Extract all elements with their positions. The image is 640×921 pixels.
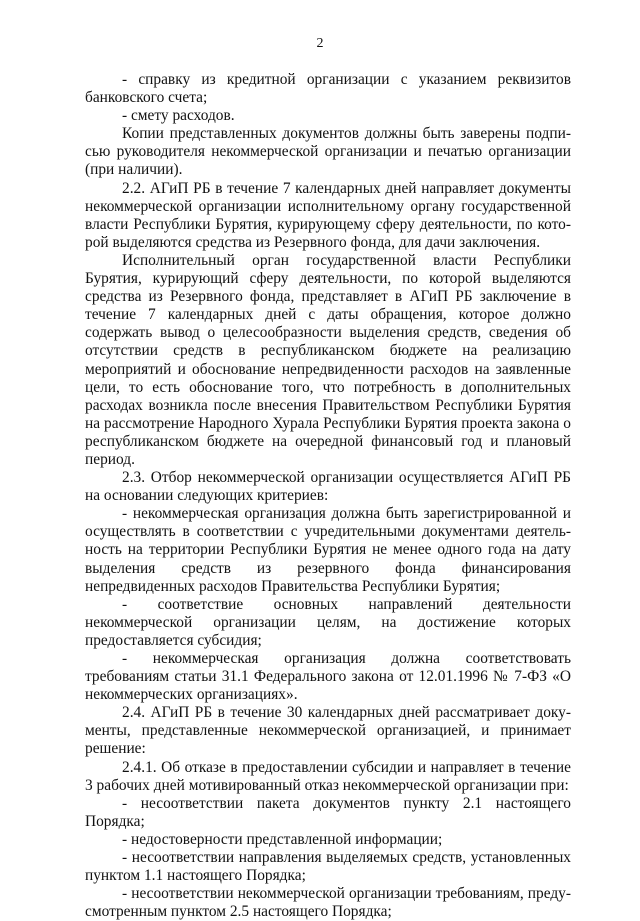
paragraph-criterion-federal-law: - некоммерческая организация должна соответствовать требованиям статьи 31.1 Федерального закона от 12.01.1996 № 7-ФЗ «О некоммерческих организациях».	[85, 650, 571, 704]
paragraph-criterion-registration: - некоммерческая организация должна быть зарегистрированной и осуществлять в соответствии с учредительными документами деятельность на территории Республики Бурятия не менее одного года на дату выделения средств из резервного фонда финансирования непредвиденных расходов Правительства Республики Бурятия;	[85, 505, 571, 595]
paragraph-document-copies: Копии представленных документов должны быть заверены подписью руководителя некоммерческой организации и печатью организации (при наличии).	[85, 125, 571, 179]
document-body	[85, 71, 571, 921]
paragraph-executive-body-conclusion: Исполнительный орган государственной власти Республики Бурятия, курирующий сферу деятельности, по которой выделяются средства из Резервного фонда, представляет в АГиП РБ заключение в течение 7 календарных дней с даты обращения, которое должно содержать вывод о целесообразности выделения средств, сведения об отсутствии средств в республиканском бюджете на реализацию мероприятий и обоснование непредвиденности расходов на заявленные цели, то есть обоснование того, что потребность в дополнительных расходах возникла после внесения Правительством Республики Бурятия на рассмотрение Народного Хурала Республики Бурятия проекта закона о республиканском бюджете на очередной финансовый год и плановый период.	[85, 251, 571, 468]
paragraph-refusal-requirements: - несоответствии некоммерческой организации требованиям, предусмотренным пунктом 2.5 настоящего Порядка;	[85, 885, 571, 921]
paragraph-cost-estimate: - смету расходов.	[122, 107, 235, 125]
paragraph-bank-certificate: - справку из кредитной организации с указанием реквизитов банковского счета;	[85, 71, 571, 107]
paragraph-clause-2-3: 2.3. Отбор некоммерческой организации осуществляется АГиП РБ на основании следующих критериев:	[85, 469, 571, 505]
paragraph-refusal-package: - несоответствии пакета документов пункту 2.1 настоящего Порядка;	[85, 794, 571, 830]
page-number: 2	[316, 36, 324, 51]
paragraph-clause-2-2: 2.2. АГиП РБ в течение 7 календарных дней направляет документы некоммерческой организации исполнительному органу государственной власти Республики Бурятия, курирующему сферу деятельности, по которой выделяются средства из Резервного фонда, для дачи заключения.	[85, 179, 571, 251]
paragraph-refusal-direction: - несоответствии направления выделяемых средств, установленных пунктом 1.1 настоящего Порядка;	[85, 849, 571, 885]
paragraph-refusal-accuracy: - недостоверности представленной информации;	[122, 830, 443, 848]
paragraph-criterion-activity-match: - соответствие основных направлений деятельности некоммерческой организации целям, на достижение которых предоставляется субсидия;	[85, 595, 571, 649]
paragraph-clause-2-4: 2.4. АГиП РБ в течение 30 календарных дней рассматривает документы, представленные некоммерческой организацией, и принимает решение:	[85, 704, 571, 758]
paragraph-clause-2-4-1: 2.4.1. Об отказе в предоставлении субсидии и направляет в течение 3 рабочих дней мотивированный отказ некоммерческой организации при:	[85, 758, 571, 794]
